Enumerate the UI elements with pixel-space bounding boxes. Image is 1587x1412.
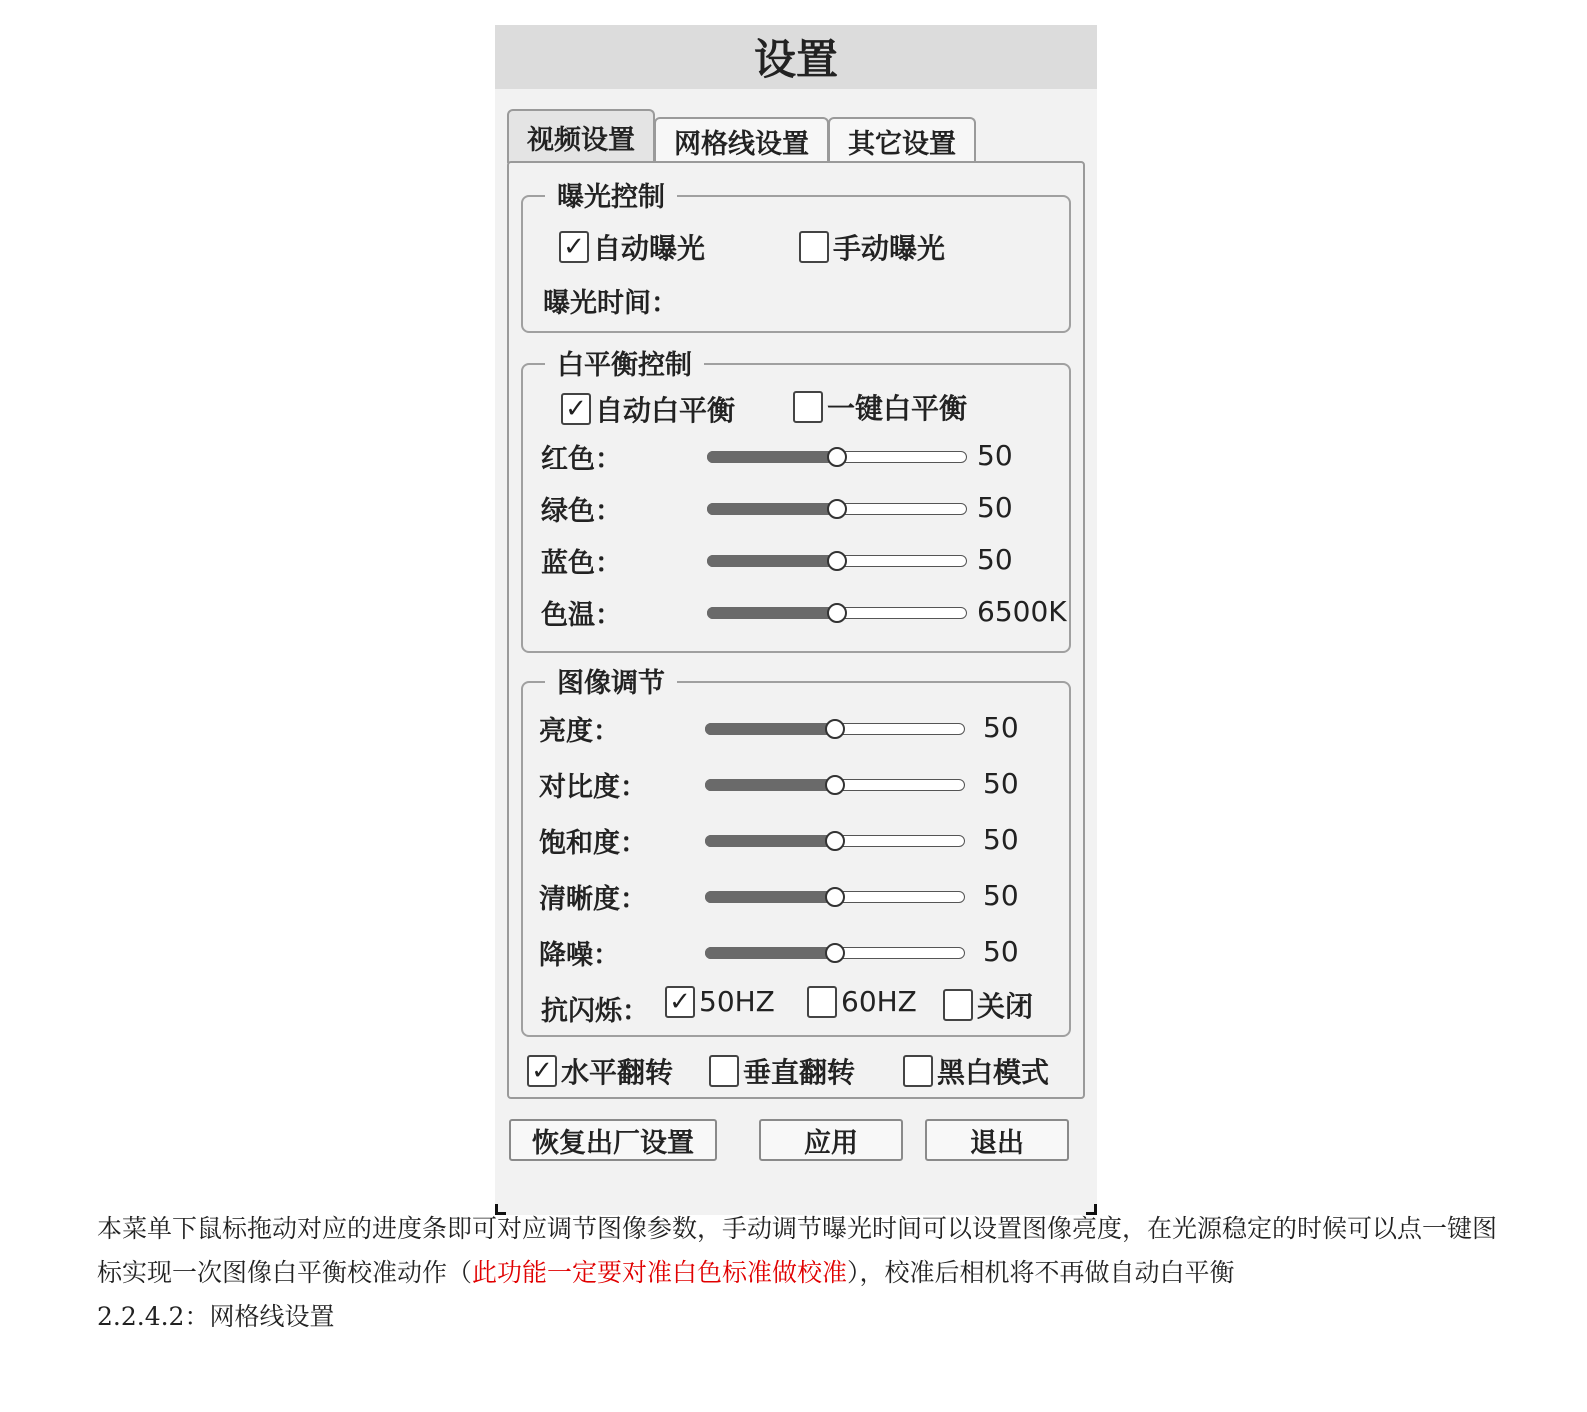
white-balance-label: 色温： <box>541 600 622 631</box>
slider-thumb[interactable] <box>825 943 845 963</box>
description-part1: 本菜单下鼠标拖动对应的进度条即可对应调节图像参数，手动调节曝光时间可以设置图像亮度，在光源稳定的时候可以点一键图标实现一次图像白平衡校准动作（ <box>97 1214 1498 1287</box>
reset-factory-button[interactable]: 恢复出厂设置 <box>509 1119 717 1161</box>
image-adjust-label: 清晰度： <box>539 884 647 915</box>
checkbox-box[interactable]: ✓ <box>559 231 589 263</box>
slider-thumb[interactable] <box>825 775 845 795</box>
slider-fill <box>705 891 835 903</box>
auto-white-balance-label: 自动白平衡 <box>595 394 736 427</box>
anti-flicker-off-label: 关闭 <box>977 990 1034 1023</box>
image-adjust-group <box>521 668 1071 1037</box>
anti-flicker-50hz-label: 50HZ <box>699 985 775 1018</box>
white-balance-label: 绿色： <box>541 496 622 527</box>
horizontal-flip-label: 水平翻转 <box>561 1056 674 1089</box>
image-adjust-group-title: 图像调节 <box>545 661 677 700</box>
image-adjust-slider[interactable] <box>705 891 967 905</box>
image-adjust-slider[interactable] <box>705 835 967 849</box>
anti-flicker-label: 抗闪烁： <box>541 996 649 1027</box>
description-text <box>97 1207 1497 1339</box>
image-adjust-label: 对比度： <box>539 772 647 803</box>
image-adjust-label: 饱和度： <box>539 828 647 859</box>
slider-thumb[interactable] <box>827 499 847 519</box>
description-paragraph <box>97 1207 1497 1295</box>
exposure-group <box>521 182 1071 333</box>
auto-exposure-checkbox[interactable] <box>559 227 705 267</box>
anti-flicker-off-checkbox[interactable] <box>943 985 1033 1025</box>
description-highlight: 此功能一定要对准白色标准做校准 <box>472 1258 848 1287</box>
white-balance-value: 50 <box>977 439 1013 472</box>
exposure-group-title: 曝光控制 <box>545 175 677 214</box>
auto-exposure-label: 自动曝光 <box>593 232 706 265</box>
checkbox-box[interactable]: ✓ <box>665 986 695 1018</box>
white-balance-slider[interactable] <box>707 451 969 465</box>
slider-thumb[interactable] <box>827 603 847 623</box>
slider-thumb[interactable] <box>825 831 845 851</box>
checkbox-box[interactable] <box>799 231 829 263</box>
slider-fill <box>705 779 835 791</box>
exit-button[interactable]: 退出 <box>925 1119 1069 1161</box>
tab-other-settings[interactable]: 其它设置 <box>828 117 976 163</box>
slider-fill <box>705 723 835 735</box>
description-part2: ），校准后相机将不再做自动白平衡 <box>847 1258 1235 1287</box>
vertical-flip-label: 垂直翻转 <box>743 1056 856 1089</box>
mono-mode-checkbox[interactable] <box>903 1051 1049 1091</box>
tab-grid-settings[interactable]: 网格线设置 <box>654 117 829 163</box>
white-balance-label: 蓝色： <box>541 548 622 579</box>
image-adjust-value: 50 <box>983 767 1019 800</box>
vertical-flip-checkbox[interactable] <box>709 1051 855 1091</box>
tab-bar <box>507 107 975 163</box>
white-balance-label: 红色： <box>541 444 622 475</box>
checkbox-box[interactable] <box>793 391 823 423</box>
checkbox-box[interactable] <box>807 986 837 1018</box>
slider-thumb[interactable] <box>825 719 845 739</box>
image-adjust-value: 50 <box>983 823 1019 856</box>
slider-fill <box>707 503 837 515</box>
slider-thumb[interactable] <box>827 551 847 571</box>
white-balance-value: 6500K <box>977 595 1067 628</box>
image-adjust-slider[interactable] <box>705 779 967 793</box>
section-heading: 2.2.4.2：网格线设置 <box>97 1302 335 1331</box>
image-adjust-value: 50 <box>983 711 1019 744</box>
dialog-title: 设置 <box>495 25 1097 89</box>
white-balance-slider[interactable] <box>707 607 969 621</box>
slider-thumb[interactable] <box>825 887 845 907</box>
checkbox-box[interactable]: ✓ <box>527 1055 557 1087</box>
slider-fill <box>707 555 837 567</box>
image-adjust-value: 50 <box>983 879 1019 912</box>
exposure-time-label: 曝光时间： <box>543 288 678 319</box>
image-adjust-slider[interactable] <box>705 947 967 961</box>
image-adjust-label: 降噪： <box>539 940 620 971</box>
checkbox-box[interactable] <box>709 1055 739 1087</box>
onekey-white-balance-checkbox[interactable] <box>793 387 967 427</box>
slider-fill <box>705 835 835 847</box>
settings-dialog <box>495 25 1097 1215</box>
mono-mode-label: 黑白模式 <box>937 1056 1050 1089</box>
tab-panel-video <box>507 161 1085 1099</box>
anti-flicker-60hz-label: 60HZ <box>841 985 917 1018</box>
tab-video-settings[interactable]: 视频设置 <box>507 109 655 163</box>
white-balance-value: 50 <box>977 543 1013 576</box>
checkbox-box[interactable] <box>903 1055 933 1087</box>
slider-thumb[interactable] <box>827 447 847 467</box>
auto-white-balance-checkbox[interactable] <box>561 389 735 429</box>
slider-fill <box>707 451 837 463</box>
white-balance-slider[interactable] <box>707 555 969 569</box>
slider-fill <box>705 947 835 959</box>
white-balance-group-title: 白平衡控制 <box>545 343 704 382</box>
manual-exposure-checkbox[interactable] <box>799 227 945 267</box>
anti-flicker-60hz-checkbox[interactable] <box>807 985 917 1018</box>
manual-exposure-label: 手动曝光 <box>833 232 946 265</box>
anti-flicker-50hz-checkbox[interactable] <box>665 985 775 1018</box>
white-balance-group <box>521 350 1071 653</box>
checkbox-box[interactable] <box>943 989 973 1021</box>
image-adjust-slider[interactable] <box>705 723 967 737</box>
slider-fill <box>707 607 837 619</box>
white-balance-value: 50 <box>977 491 1013 524</box>
apply-button[interactable]: 应用 <box>759 1119 903 1161</box>
horizontal-flip-checkbox[interactable] <box>527 1051 673 1091</box>
onekey-white-balance-label: 一键白平衡 <box>827 392 968 425</box>
image-adjust-value: 50 <box>983 935 1019 968</box>
white-balance-slider[interactable] <box>707 503 969 517</box>
checkbox-box[interactable]: ✓ <box>561 393 591 425</box>
image-adjust-label: 亮度： <box>539 716 620 747</box>
